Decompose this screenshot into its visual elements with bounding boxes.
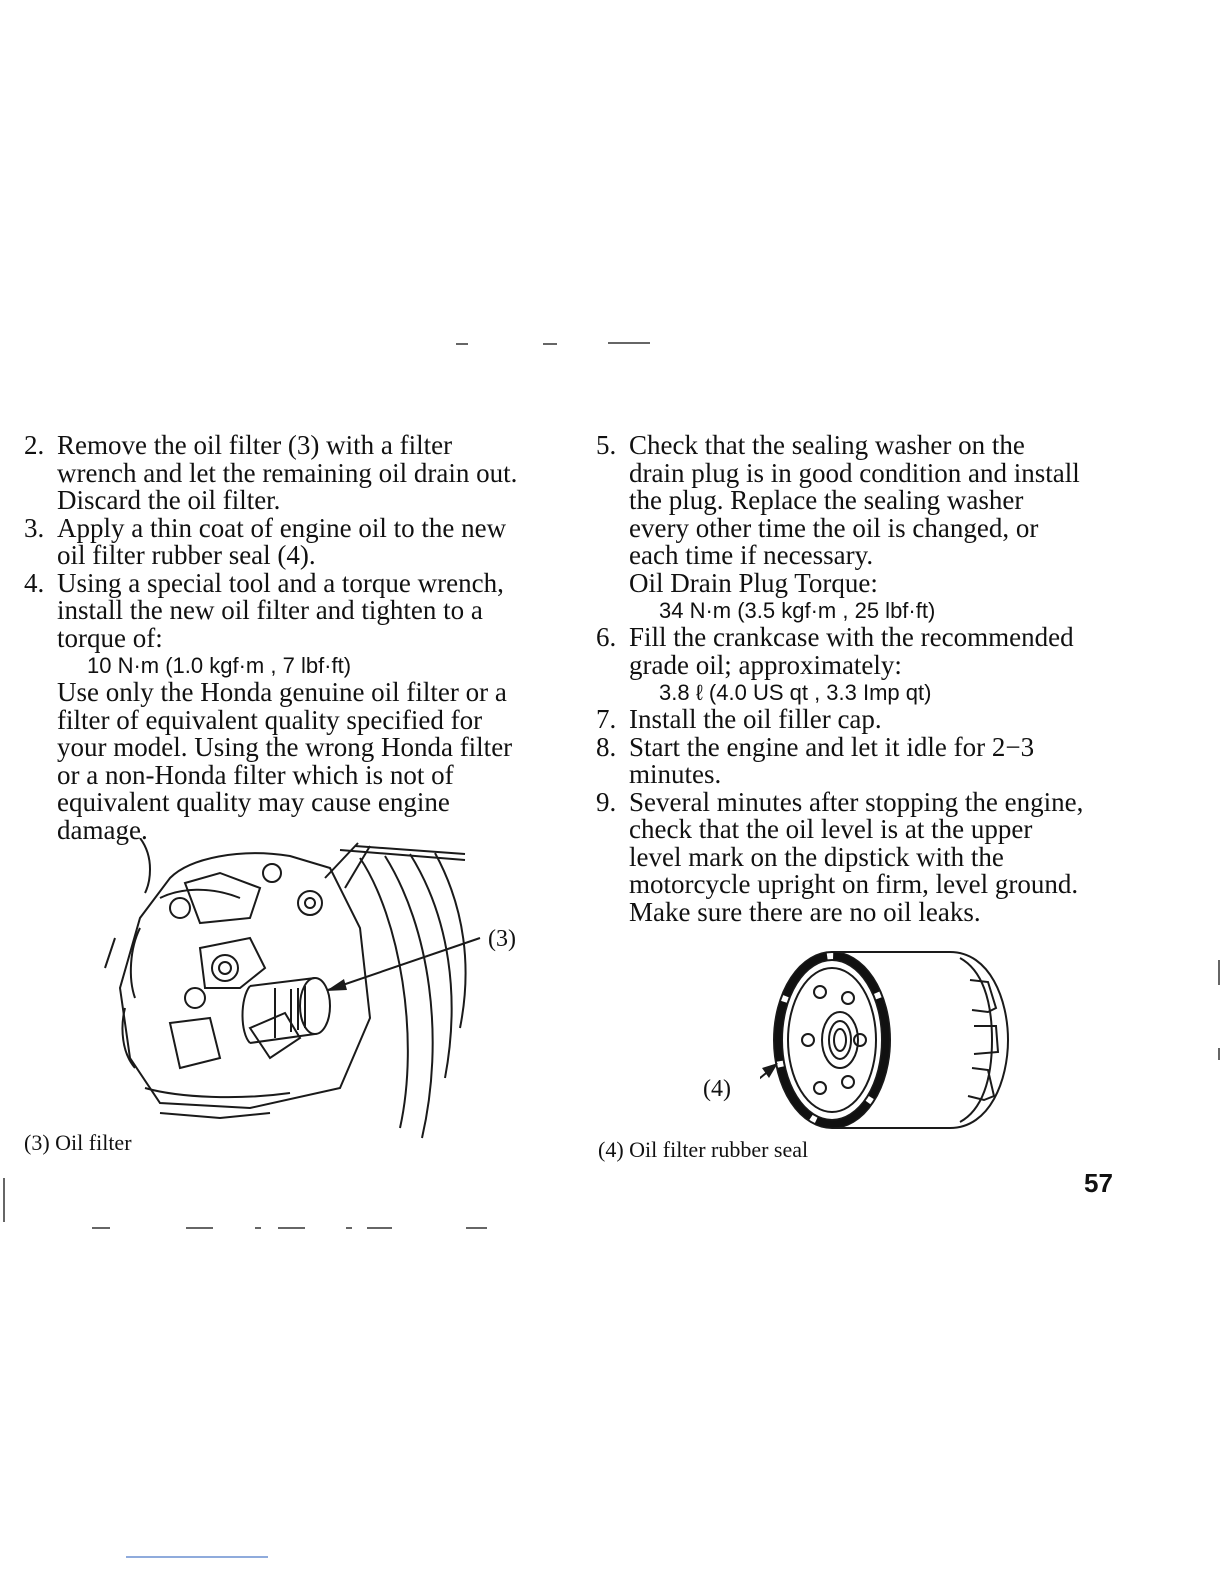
step-text-line: Start the engine and let it idle for 2−3 [629,731,1035,762]
note-line: damage. [57,814,148,845]
step-text-line: Check that the sealing washer on the [629,430,1025,460]
callout-3: (3) [488,926,516,952]
step-text-line: level mark on the dipstick with the [629,841,1004,872]
step-text-line: Remove the oil filter (3) with a filter [57,430,453,460]
step-text-line: oil filter rubber seal (4). [57,540,316,570]
note-line: your model. Using the wrong Honda filter [57,732,513,762]
step-text-line: Install the oil filler cap. [629,704,882,734]
step-text-line: minutes. [629,759,722,789]
step-text-line: wrench and let the remaining oil drain out. [57,457,518,488]
step-2 [24,432,552,515]
left-column [24,432,552,844]
step-5 [596,432,1122,624]
step-9 [596,786,1122,927]
step-text-line: Make sure there are no oil leaks. [629,896,981,927]
step-number: 4. [24,567,45,598]
step-text-line: grade oil; approximately: [629,649,902,680]
step-text-line: install the new oil filter and tighten to a [57,595,483,625]
torque-spec-drain-plug: 34 N·m (3.5 kgf·m , 25 lbf·ft) [659,598,936,623]
oil-capacity-spec: 3.8 ℓ (4.0 US qt , 3.3 Imp qt) [659,680,932,705]
step-number: 2. [24,430,45,460]
note-line: filter of equivalent quality specified for [57,704,483,735]
torque-spec-filter: 10 N·m (1.0 kgf·m , 7 lbf·ft) [87,653,352,678]
step-number: 6. [596,622,617,652]
note-line: Use only the Honda genuine oil filter or a [57,677,507,707]
step-text-line: each time if necessary. [629,540,874,570]
step-4 [24,567,552,845]
caption-oil-filter: (3) Oil filter [24,1130,132,1155]
step-number: 9. [596,786,617,817]
step-text-line: motorcycle upright on firm, level ground. [629,869,1079,899]
step-6 [596,624,1122,706]
step-text-line: drain plug is in good condition and install [629,457,1080,488]
step-text-line: Apply a thin coat of engine oil to the new [57,512,507,543]
step-3 [24,512,552,570]
note-line: or a non-Honda filter which is not of [57,759,454,790]
note-line: equivalent quality may cause engine [57,787,450,817]
step-text-line: torque of: [57,622,163,653]
step-number: 8. [596,731,617,762]
callout-4: (4) [703,1076,731,1102]
caption-rubber-seal: (4) Oil filter rubber seal [598,1137,809,1162]
step-text-line: the plug. Replace the sealing washer [629,485,1024,515]
step-text-line: every other time the oil is changed, or [629,512,1039,543]
step-text-line: Fill the crankcase with the recommended [629,622,1074,652]
step-text-line: Discard the oil filter. [57,485,281,515]
step-text-line: check that the oil level is at the upper [629,814,1033,844]
step-number: 3. [24,512,45,543]
step-text-line: Several minutes after stopping the engine, [629,786,1084,817]
page-number: 57 [1084,1168,1113,1198]
step-7 [596,706,1122,734]
engine-oil-filter-illustration [100,838,540,1143]
step-number: 7. [596,704,617,734]
step-number: 5. [596,430,617,460]
oil-filter-seal-illustration [760,940,1020,1140]
step-8 [596,731,1122,789]
right-column [596,432,1122,926]
spec-label: Oil Drain Plug Torque: [629,567,878,598]
step-text-line: Using a special tool and a torque wrench, [57,567,504,598]
